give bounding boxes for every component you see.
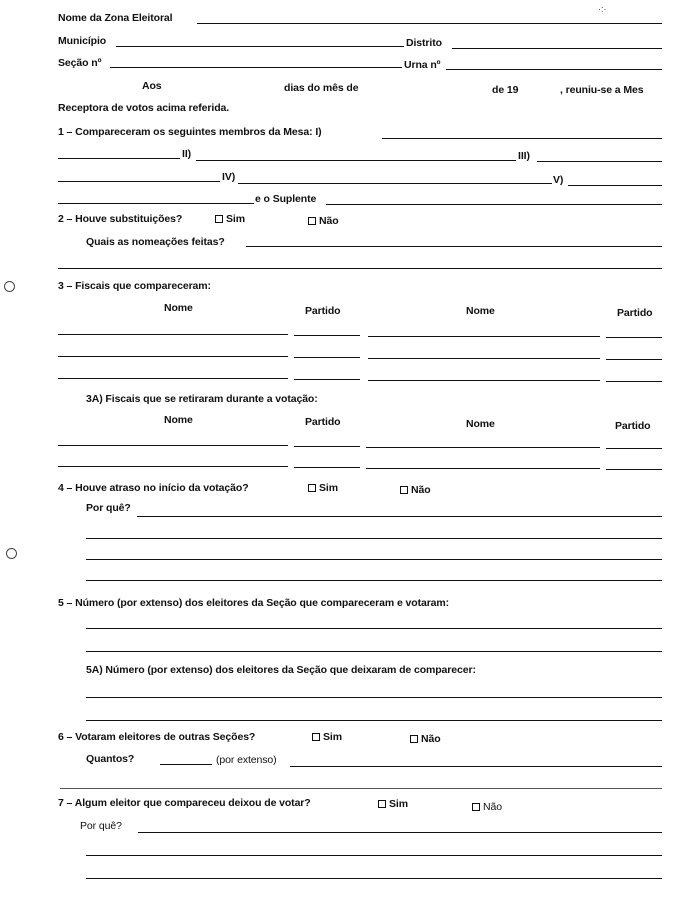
q7-porque-line-3[interactable] [86,878,662,879]
q4-label: 4 – Houve atraso no início da votação? [58,482,249,494]
q6-extenso-line[interactable] [290,766,662,767]
q2-sim-label: Sim [226,213,245,225]
q3-partido-header-2: Partido [617,307,653,319]
q1-member-ii-line[interactable] [58,158,180,159]
q5-line-2[interactable] [86,651,662,652]
checkbox-icon[interactable] [400,486,408,494]
q3a-row1-partido1[interactable] [294,446,360,447]
aos-label: Aos [142,80,162,92]
q4-nao-label: Não [411,484,431,496]
q4-nao-option[interactable] [400,484,431,496]
q3-row3-partido1[interactable] [294,379,360,380]
q1-iv-label: IV) [222,171,236,183]
q3-row3-nome1[interactable] [58,378,288,379]
q3-row1-partido1[interactable] [294,335,360,336]
q1-suplente-pre-line[interactable] [58,203,254,204]
q7-sim-label: Sim [389,798,408,810]
q6-quantos-label: Quantos? [86,753,135,765]
q1-v-label: V) [553,174,564,186]
q6-label: 6 – Votaram eleitores de outras Seções? [58,731,256,743]
q3a-partido-header-2: Partido [615,420,651,432]
q3a-row1-nome1[interactable] [58,445,288,446]
q7-sim-option[interactable] [378,798,408,810]
q3-row2-nome2[interactable] [368,358,600,359]
q2-nao-label: Não [319,215,339,227]
secao-line[interactable] [110,67,402,68]
q3a-partido-header-1: Partido [305,416,341,428]
q1-member-iii-tail-line[interactable] [537,161,662,162]
q6-nao-option[interactable] [410,733,441,745]
q1-member-v-line[interactable] [238,183,552,184]
q3-row2-partido2[interactable] [606,359,662,360]
urna-label: Urna nº [404,59,441,71]
dias-mes-label: dias do mês de [284,82,359,94]
distrito-label: Distrito [406,37,442,49]
q7-label: 7 – Algum eleitor que compareceu deixou de votar? [58,797,311,809]
municipio-label: Município [58,35,107,47]
checkbox-icon[interactable] [308,217,316,225]
q4-porque-line-4[interactable] [86,580,662,581]
q2-line-2[interactable] [58,268,662,269]
q4-sim-option[interactable] [308,482,338,494]
checkbox-icon[interactable] [378,800,386,808]
q1-label: 1 – Compareceram os seguintes membros da Mesa: I) [58,126,322,138]
q5a-line-2[interactable] [86,720,662,721]
q3a-nome-header-1: Nome [164,414,193,426]
checkbox-icon[interactable] [410,735,418,743]
q3a-row1-nome2[interactable] [366,447,600,448]
q3-row2-partido1[interactable] [294,357,360,358]
q2-sim-option[interactable] [215,213,245,225]
q6-extenso-label: (por extenso) [216,754,277,766]
q5-line-1[interactable] [86,628,662,629]
q2-nomeacoes-line[interactable] [246,246,662,247]
q4-porque-line-2[interactable] [86,538,662,539]
receptora-label: Receptora de votos acima referida. [58,102,230,114]
q7-nao-option[interactable] [472,801,502,813]
q1-suplente-label: e o Suplente [255,193,317,205]
punch-hole-icon [4,281,15,292]
q3-nome-header-2: Nome [466,305,495,317]
q7-porque-line-1[interactable] [138,832,662,833]
q7-porque-label: Por quê? [80,820,122,832]
q4-porque-label: Por quê? [86,502,131,514]
q5a-line-1[interactable] [86,697,662,698]
q2-nao-option[interactable] [308,215,339,227]
q3-row3-nome2[interactable] [368,380,600,381]
q1-ii-label: II) [182,148,192,160]
q3a-row2-nome2[interactable] [366,468,600,469]
q1-member-iv-line[interactable] [58,181,220,182]
q6-sim-label: Sim [323,731,342,743]
checkbox-icon[interactable] [472,803,480,811]
q6-nao-label: Não [421,733,441,745]
q6-quantos-line[interactable] [160,764,212,765]
q3-row2-nome1[interactable] [58,356,288,357]
zona-label: Nome da Zona Eleitoral [58,12,173,24]
q5-label: 5 – Número (por extenso) dos eleitores da Seção que compareceram e votaram: [58,597,450,609]
q1-member-i-line[interactable] [382,138,662,139]
reuniu-label: , reuniu-se a Mes [560,84,644,96]
stray-stamp-line [60,788,662,789]
punch-hole-icon [6,548,17,559]
q3a-label: 3A) Fiscais que se retiraram durante a votação: [86,393,318,405]
secao-label: Seção nº [58,57,102,69]
q7-porque-line-2[interactable] [86,855,662,856]
q3-row1-nome1[interactable] [58,334,288,335]
q6-sim-option[interactable] [312,731,342,743]
q3a-row2-nome1[interactable] [58,466,288,467]
q1-member-v-tail-line[interactable] [568,185,662,186]
checkbox-icon[interactable] [312,733,320,741]
q1-iii-label: III) [518,150,530,162]
q1-suplente-line[interactable] [326,204,662,205]
q3-row3-partido2[interactable] [606,381,662,382]
q2-label: 2 – Houve substituições? [58,213,183,225]
speck-mark: ·:· [598,4,607,14]
q4-sim-label: Sim [319,482,338,494]
de19-label: de 19 [492,84,519,96]
urna-line[interactable] [446,69,662,70]
q3a-nome-header-2: Nome [466,418,495,430]
checkbox-icon[interactable] [308,484,316,492]
q3-label: 3 – Fiscais que compareceram: [58,280,211,292]
q3-row1-nome2[interactable] [368,336,600,337]
zona-line[interactable] [197,23,662,24]
q3a-row2-partido1[interactable] [294,467,360,468]
q3-partido-header-1: Partido [305,305,341,317]
checkbox-icon[interactable] [215,215,223,223]
distrito-line[interactable] [452,48,662,49]
q4-porque-line-1[interactable] [137,516,662,517]
q2-nomeacoes-label: Quais as nomeações feitas? [86,236,225,248]
q3a-row1-partido2[interactable] [606,448,662,449]
q7-nao-label: Não [483,801,502,813]
q5a-label: 5A) Número (por extenso) dos eleitores da Seção que deixaram de comparecer: [86,664,476,676]
q4-porque-line-3[interactable] [86,559,662,560]
q3a-row2-partido2[interactable] [606,469,662,470]
q3-row1-partido2[interactable] [606,337,662,338]
municipio-line[interactable] [116,46,404,47]
q1-member-iii-line[interactable] [196,160,516,161]
q3-nome-header-1: Nome [164,302,193,314]
